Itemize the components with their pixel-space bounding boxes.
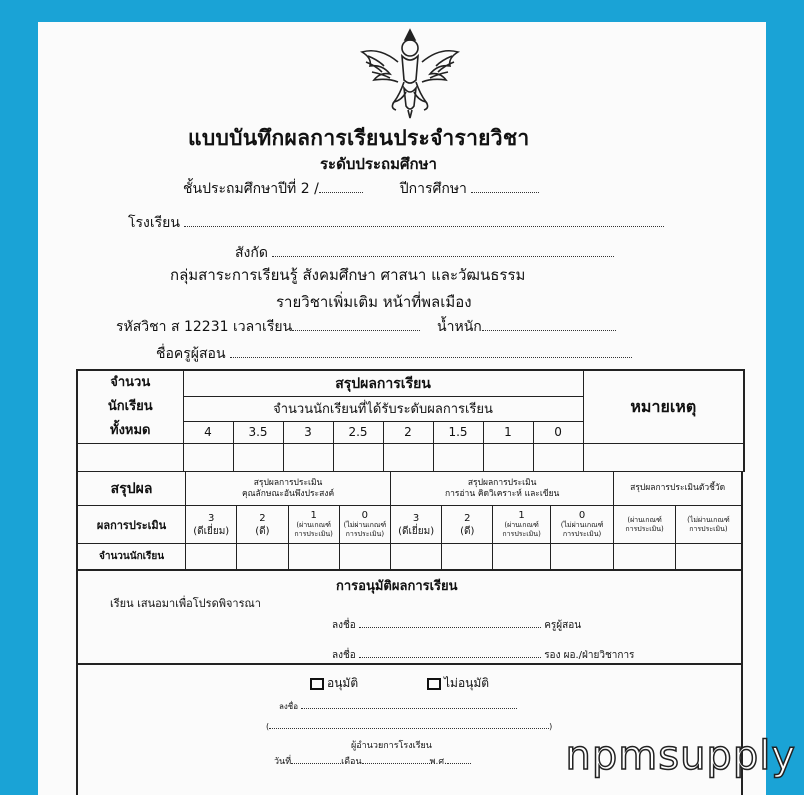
year-blank-2[interactable]: [447, 757, 471, 764]
count-input[interactable]: [237, 544, 288, 570]
year-label: ปีการศึกษา: [399, 181, 467, 197]
indicator-fail-text2: การประเมิน): [689, 524, 728, 533]
deputy-sign-label: ลงชื่อ: [332, 650, 356, 661]
grade-2-5: 2.5: [333, 421, 383, 443]
year-label-2: พ.ศ.: [429, 757, 447, 767]
grade-1-5: 1.5: [433, 421, 483, 443]
director-sign-blank[interactable]: [301, 702, 517, 709]
results-table: [76, 369, 745, 472]
read-score-1: [493, 506, 550, 544]
read-score-2-value: 2: [464, 512, 471, 524]
approval-title: การอนุมัติผลการเรียน: [336, 579, 458, 594]
total-students-header: [77, 370, 183, 444]
attr-score-1-text2: การประเมิน): [294, 530, 333, 538]
code-value: ส 12231: [170, 319, 229, 335]
indicator-pass-text1: (ผ่านเกณฑ์: [627, 515, 662, 524]
read-score-0-value: 0: [578, 510, 586, 521]
count-cell[interactable]: [433, 444, 483, 472]
approve-option[interactable]: [310, 674, 358, 693]
approval-to: เรียน เสนอมาเพื่อโปรดพิจารณา: [110, 597, 261, 610]
attributes-header-l1: สรุปผลการประเมิน: [253, 477, 323, 488]
year-blank[interactable]: [471, 181, 539, 193]
teacher-label: ชื่อครูผู้สอน: [156, 346, 226, 362]
reject-option[interactable]: [427, 674, 489, 693]
count-input[interactable]: [493, 544, 550, 570]
grade-line: [183, 178, 539, 200]
total-students-l1: จำนวน: [110, 375, 151, 390]
read-score-0-text1: (ไม่ผ่านเกณฑ์: [560, 521, 604, 529]
grade-blank[interactable]: [319, 181, 363, 193]
indicator-pass-text2: การประเมิน): [625, 524, 664, 533]
grade-4: 4: [183, 421, 233, 443]
summary-label: สรุปผล: [77, 472, 186, 506]
director-name-blank[interactable]: [269, 722, 549, 729]
attr-score-3-text: (ดีเยี่ยม): [193, 525, 230, 537]
month-blank[interactable]: [362, 757, 430, 764]
count-input[interactable]: [442, 544, 493, 570]
total-students-l3: ทั้งหมด: [110, 423, 151, 438]
teacher-sign-blank[interactable]: [359, 620, 541, 628]
code-label: รหัสวิชา: [116, 319, 167, 335]
count-label: จำนวนนักเรียน: [77, 544, 186, 570]
count-input[interactable]: [186, 544, 237, 570]
school-line: [128, 212, 664, 234]
attr-score-0-text1: (ไม่ผ่านเกณฑ์: [343, 521, 387, 529]
read-score-1-value: 1: [518, 510, 525, 521]
read-score-1-text1: (ผ่านเกณฑ์: [504, 521, 539, 529]
affiliation-label: สังกัด: [235, 245, 268, 261]
grade-label: ชั้นประถมศึกษาปีที่: [183, 181, 297, 197]
affiliation-blank[interactable]: [272, 245, 614, 257]
total-students-l2: นักเรียน: [107, 399, 153, 414]
deputy-role: รอง ผอ./ฝ่ายวิชาการ: [544, 650, 635, 661]
count-cell[interactable]: [283, 444, 333, 472]
read-score-2: [442, 506, 493, 544]
director-sign-line: [279, 700, 517, 713]
teacher-line: [156, 343, 632, 365]
attr-score-2-text: (ดี): [255, 525, 270, 537]
attr-score-0-value: 0: [361, 510, 369, 521]
attr-score-1-text1: (ผ่านเกณฑ์: [296, 521, 331, 529]
grade-3-5: 3.5: [233, 421, 283, 443]
total-count-cell[interactable]: [77, 444, 183, 472]
day-blank[interactable]: [291, 757, 341, 764]
teacher-sign-label: ลงชื่อ: [332, 620, 356, 631]
teacher-sign-line: [332, 618, 581, 633]
summary-title: สรุปผลการเรียน: [183, 370, 583, 397]
form-level: ระดับประถมศึกษา: [320, 155, 437, 173]
month-label: เดือน: [341, 757, 362, 767]
form-title: แบบบันทึกผลการเรียนประจำรายวิชา: [188, 126, 530, 150]
result-label: ผลการประเมิน: [77, 506, 186, 544]
deputy-sign-blank[interactable]: [359, 650, 541, 658]
count-cell[interactable]: [533, 444, 583, 472]
watermark: npmsupply: [565, 733, 796, 779]
approve-checkbox[interactable]: [310, 678, 324, 690]
attr-score-0-text2: การประเมิน): [345, 530, 385, 538]
read-score-0: [550, 506, 614, 544]
read-score-0-text2: การประเมิน): [562, 530, 602, 538]
indicators-header: สรุปผลการประเมินตัวชี้วัด: [614, 472, 742, 506]
grade-0: 0: [533, 421, 583, 443]
count-cell[interactable]: [333, 444, 383, 472]
teacher-blank[interactable]: [230, 346, 632, 358]
weight-label: น้ำหนัก: [437, 319, 482, 335]
reading-header-l1: สรุปผลการประเมิน: [467, 477, 537, 488]
count-input[interactable]: [288, 544, 339, 570]
indicator-pass: [614, 506, 675, 544]
read-score-3-value: 3: [412, 512, 420, 524]
subject-group: กลุ่มสาระการเรียนรู้ สังคมศึกษา ศาสนา และวัฒนธรรม: [170, 266, 526, 284]
remark-header: หมายเหตุ: [583, 370, 744, 444]
read-score-3: [390, 506, 441, 544]
summary-subtitle: จำนวนนักเรียนที่ได้รับระดับผลการเรียน: [183, 397, 583, 422]
attr-score-1-value: 1: [310, 510, 317, 521]
deputy-sign-line: [332, 648, 634, 663]
director-title: ผู้อำนวยการโรงเรียน: [351, 741, 432, 751]
grade-3: 3: [283, 421, 333, 443]
count-input[interactable]: [614, 544, 675, 570]
garuda-emblem: [350, 22, 470, 122]
count-cell[interactable]: [233, 444, 283, 472]
attr-score-1: [288, 506, 339, 544]
remark-cell[interactable]: [583, 444, 744, 472]
reading-header-l2: การอ่าน คิดวิเคราะห์ และเขียน: [444, 488, 560, 499]
read-score-2-text: (ดี): [460, 525, 475, 537]
attr-score-2: [237, 506, 288, 544]
time-blank[interactable]: [292, 319, 420, 331]
attr-score-3-value: 3: [208, 512, 215, 524]
director-sign-label: ลงชื่อ: [279, 702, 299, 711]
attr-score-0: [339, 506, 390, 544]
affiliation-line: [235, 242, 614, 264]
open-paren: (: [266, 722, 270, 731]
teacher-role: ครูผู้สอน: [544, 620, 582, 631]
attr-score-3: [186, 506, 237, 544]
grade-2: 2: [383, 421, 433, 443]
weight-blank[interactable]: [482, 319, 616, 331]
reading-header: [390, 472, 613, 506]
time-label: เวลาเรียน: [232, 319, 293, 335]
code-line: [116, 316, 616, 338]
read-score-3-text: (ดีเยี่ยม): [398, 525, 435, 537]
reject-label: ไม่อนุมัติ: [444, 676, 490, 690]
course-name: รายวิชาเพิ่มเติม หน้าที่พลเมือง: [276, 293, 472, 311]
grade-value: 2 /: [300, 181, 319, 197]
count-input[interactable]: [550, 544, 614, 570]
approve-label: อนุมัติ: [327, 676, 359, 690]
attr-score-2-value: 2: [259, 512, 266, 524]
indicator-fail: [675, 506, 742, 544]
count-cell[interactable]: [183, 444, 233, 472]
attributes-header-l2: คุณลักษณะอันพึงประสงค์: [241, 488, 335, 499]
school-label: โรงเรียน: [128, 215, 180, 231]
director-name-line: [266, 722, 552, 731]
close-paren: ): [549, 722, 553, 731]
count-input[interactable]: [390, 544, 441, 570]
reject-checkbox[interactable]: [427, 678, 441, 690]
read-score-1-text2: การประเมิน): [502, 530, 541, 538]
date-line: [274, 754, 471, 768]
day-label: วันที่: [274, 757, 292, 767]
attributes-header: [186, 472, 391, 506]
count-cell[interactable]: [383, 444, 433, 472]
indicator-fail-text1: (ไม่ผ่านเกณฑ์: [687, 515, 730, 524]
assessment-table: [76, 471, 743, 571]
school-blank[interactable]: [184, 215, 664, 227]
count-input[interactable]: [339, 544, 390, 570]
grade-1: 1: [483, 421, 533, 443]
count-cell[interactable]: [483, 444, 533, 472]
document-page: [38, 22, 766, 795]
count-input[interactable]: [675, 544, 742, 570]
